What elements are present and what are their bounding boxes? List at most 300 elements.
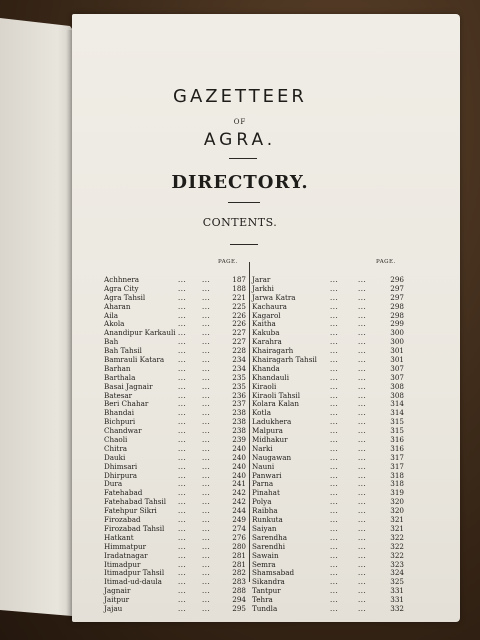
place-name: Kaitha — [252, 319, 276, 329]
place-name: Basai Jagnair — [104, 381, 153, 391]
leader-dots: ... — [178, 382, 187, 391]
page-number: 298 — [390, 310, 404, 320]
leader-dots: ... — [178, 418, 187, 427]
place-name: Itimad-ud-daula — [104, 577, 162, 587]
page-number: 322 — [390, 550, 404, 560]
leader-dots: ... — [202, 524, 211, 533]
leader-dots: ... — [330, 356, 339, 365]
contents-entry — [252, 400, 404, 409]
leader-dots: ... — [330, 542, 339, 551]
page-number: 296 — [390, 275, 404, 284]
page-number: 325 — [390, 577, 404, 587]
leader-dots: ... — [202, 356, 211, 365]
leader-dots: ... — [178, 311, 187, 320]
place-name: Chaoli — [104, 435, 128, 445]
place-name: Shamsabad — [252, 568, 295, 578]
leader-dots: ... — [358, 356, 367, 365]
page-number: 308 — [390, 390, 404, 400]
leader-dots: ... — [358, 302, 367, 311]
place-name: Narki — [252, 443, 273, 453]
leader-dots: ... — [358, 578, 367, 587]
leader-dots: ... — [178, 320, 187, 329]
leader-dots: ... — [178, 604, 187, 613]
gazetteer-title: GAZETTEER — [173, 86, 307, 107]
page-number: 316 — [390, 443, 404, 453]
leader-dots: ... — [202, 364, 211, 373]
leader-dots: ... — [330, 311, 339, 320]
leader-dots: ... — [330, 444, 339, 453]
leader-dots: ... — [202, 418, 211, 427]
place-name: Agra Tahsil — [104, 292, 146, 302]
leader-dots: ... — [178, 480, 187, 489]
leader-dots: ... — [330, 418, 339, 427]
place-name: Firozabad Tahsil — [104, 523, 165, 533]
place-name: Barhan — [104, 363, 131, 373]
leader-dots: ... — [178, 524, 187, 533]
leader-dots: ... — [330, 516, 339, 525]
leader-dots: ... — [358, 480, 367, 489]
page-number: 314 — [390, 399, 404, 409]
agra-title: AGRA. — [203, 130, 277, 150]
leader-dots: ... — [330, 489, 339, 498]
place-name: Agra City — [104, 283, 139, 293]
leader-dots: ... — [202, 596, 211, 605]
leader-dots: ... — [202, 587, 211, 596]
leader-dots: ... — [202, 276, 211, 284]
place-name: Barthala — [104, 372, 136, 382]
page-number: 226 — [232, 319, 246, 329]
page-number: 244 — [232, 506, 246, 516]
leader-dots: ... — [358, 382, 367, 391]
leader-dots: ... — [178, 444, 187, 453]
place-name: Itimadpur — [104, 559, 141, 569]
page-number: 297 — [390, 283, 404, 293]
page-number: 301 — [390, 346, 404, 356]
page-number: 226 — [232, 310, 246, 320]
leader-dots: ... — [358, 293, 367, 302]
leader-dots: ... — [330, 524, 339, 533]
place-name: Khairagarh Tahsil — [252, 355, 317, 365]
leader-dots: ... — [178, 507, 187, 516]
leader-dots: ... — [202, 444, 211, 453]
contents-entry — [104, 445, 246, 454]
leader-dots: ... — [358, 533, 367, 542]
leader-dots: ... — [178, 533, 187, 542]
place-name: Runkuta — [252, 515, 283, 525]
page-number: 319 — [390, 488, 404, 498]
page-number: 236 — [232, 390, 246, 400]
place-name: Itimadpur Tahsil — [104, 568, 165, 578]
page-number: 308 — [390, 381, 404, 391]
leader-dots: ... — [358, 364, 367, 373]
place-name: Beri Chahar — [104, 399, 149, 409]
leader-dots: ... — [178, 373, 187, 382]
leader-dots: ... — [178, 436, 187, 445]
place-name: Aharan — [104, 301, 131, 311]
leader-dots: ... — [358, 489, 367, 498]
leader-dots: ... — [358, 347, 367, 356]
page-number: 321 — [390, 515, 404, 525]
place-name: Bah — [104, 337, 119, 347]
page-number: 295 — [232, 603, 246, 613]
page-number: 238 — [232, 426, 246, 436]
contents-entry — [104, 472, 246, 481]
place-name: Panwari — [252, 470, 282, 480]
contents-rule — [230, 244, 258, 245]
place-name: Khandauli — [252, 372, 290, 382]
leader-dots: ... — [358, 436, 367, 445]
page-number: 324 — [390, 568, 404, 578]
place-name: Kachaura — [252, 301, 287, 311]
place-name: Bah Tahsil — [104, 346, 142, 356]
leader-dots: ... — [202, 329, 211, 338]
leader-dots: ... — [330, 596, 339, 605]
place-name: Hatkant — [104, 532, 134, 542]
leader-dots: ... — [358, 276, 367, 284]
page-number: 298 — [390, 301, 404, 311]
contents-entry — [104, 605, 246, 614]
page-number: 288 — [232, 586, 246, 596]
page-number: 283 — [232, 577, 246, 587]
page-number: 318 — [390, 470, 404, 480]
leader-dots: ... — [178, 347, 187, 356]
page-number: 314 — [390, 408, 404, 418]
leader-dots: ... — [358, 462, 367, 471]
page-number: 300 — [390, 328, 404, 338]
place-name: Dauki — [104, 452, 126, 462]
page-number: 225 — [232, 301, 246, 311]
leader-dots: ... — [178, 498, 187, 507]
leader-dots: ... — [202, 436, 211, 445]
leader-dots: ... — [330, 427, 339, 436]
leader-dots: ... — [178, 551, 187, 560]
leader-dots: ... — [202, 533, 211, 542]
place-name: Jajau — [104, 603, 123, 613]
leader-dots: ... — [330, 320, 339, 329]
contents-entry — [104, 596, 246, 605]
page-number: 281 — [232, 559, 246, 569]
page-column-label-right: PAGE. — [376, 259, 396, 265]
leader-dots: ... — [358, 427, 367, 436]
leader-dots: ... — [330, 276, 339, 284]
place-name: Akola — [104, 319, 125, 329]
page-number: 315 — [390, 417, 404, 427]
leader-dots: ... — [178, 578, 187, 587]
place-name: Tundla — [252, 603, 278, 613]
leader-dots: ... — [202, 542, 211, 551]
leader-dots: ... — [358, 418, 367, 427]
place-name: Dura — [104, 479, 123, 489]
place-name: Jaitpur — [104, 595, 130, 605]
leader-dots: ... — [178, 542, 187, 551]
place-name: Fatehabad Tahsil — [104, 497, 167, 507]
leader-dots: ... — [178, 329, 187, 338]
leader-dots: ... — [178, 284, 187, 293]
page-number: 301 — [390, 355, 404, 365]
page-number: 274 — [232, 523, 246, 533]
page-number: 235 — [232, 381, 246, 391]
place-name: Chandwar — [104, 426, 142, 436]
page-number: 307 — [390, 372, 404, 382]
page-number: 238 — [232, 417, 246, 427]
leader-dots: ... — [358, 560, 367, 569]
leader-dots: ... — [202, 480, 211, 489]
page-number: 240 — [232, 461, 246, 471]
leader-dots: ... — [202, 560, 211, 569]
place-name: Nauni — [252, 461, 275, 471]
leader-dots: ... — [202, 284, 211, 293]
page-number: 240 — [232, 452, 246, 462]
place-name: Aila — [104, 310, 119, 320]
leader-dots: ... — [178, 400, 187, 409]
place-name: Tantpur — [252, 586, 281, 596]
leader-dots: ... — [330, 364, 339, 373]
leader-dots: ... — [330, 507, 339, 516]
leader-dots: ... — [358, 587, 367, 596]
leader-dots: ... — [202, 311, 211, 320]
contents-entry — [252, 454, 404, 463]
leader-dots: ... — [330, 560, 339, 569]
place-name: Midhakur — [252, 435, 288, 445]
place-name: Batesar — [104, 390, 133, 400]
place-name: Kiraoli Tahsil — [252, 390, 301, 400]
leader-dots: ... — [330, 604, 339, 613]
leader-dots: ... — [330, 462, 339, 471]
place-name: Tehra — [252, 595, 273, 605]
leader-dots: ... — [358, 284, 367, 293]
contents-entry — [252, 489, 404, 498]
leader-dots: ... — [330, 551, 339, 560]
leader-dots: ... — [330, 498, 339, 507]
leader-dots: ... — [358, 569, 367, 578]
page-number: 331 — [390, 586, 404, 596]
of-label: OF — [233, 118, 247, 126]
page-number: 332 — [390, 603, 404, 613]
place-name: Parna — [252, 479, 274, 489]
leader-dots: ... — [178, 427, 187, 436]
leader-dots: ... — [330, 480, 339, 489]
page-number: 300 — [390, 337, 404, 347]
leader-dots: ... — [358, 338, 367, 347]
page-number: 242 — [232, 488, 246, 498]
leader-dots: ... — [178, 276, 187, 284]
leader-dots: ... — [202, 578, 211, 587]
place-name: Jagnair — [104, 586, 131, 596]
place-name: Sarendha — [252, 532, 288, 542]
leader-dots: ... — [178, 453, 187, 462]
contents-heading: CONTENTS. — [202, 216, 278, 229]
leader-dots: ... — [178, 560, 187, 569]
leader-dots: ... — [358, 329, 367, 338]
leader-dots: ... — [202, 498, 211, 507]
place-name: Fatehpur Sikri — [104, 506, 157, 516]
page-number: 297 — [390, 292, 404, 302]
leader-dots: ... — [358, 320, 367, 329]
leader-dots: ... — [178, 293, 187, 302]
leader-dots: ... — [330, 338, 339, 347]
leader-dots: ... — [330, 329, 339, 338]
place-name: Polya — [252, 497, 272, 507]
page-number: 188 — [232, 283, 246, 293]
directory-heading: DIRECTORY. — [171, 172, 309, 193]
place-name: Dhirpura — [104, 470, 138, 480]
leader-dots: ... — [202, 338, 211, 347]
leader-dots: ... — [178, 587, 187, 596]
page-number: 331 — [390, 595, 404, 605]
leader-dots: ... — [202, 471, 211, 480]
leader-dots: ... — [202, 516, 211, 525]
leader-dots: ... — [358, 311, 367, 320]
leader-dots: ... — [358, 409, 367, 418]
leader-dots: ... — [178, 596, 187, 605]
place-name: Malpura — [252, 426, 283, 436]
contents-entry — [104, 303, 246, 312]
leader-dots: ... — [330, 293, 339, 302]
leader-dots: ... — [202, 391, 211, 400]
leader-dots: ... — [178, 409, 187, 418]
page-number: 281 — [232, 550, 246, 560]
page-number: 239 — [232, 435, 246, 445]
leader-dots: ... — [178, 391, 187, 400]
place-name: Khairagarh — [252, 346, 294, 356]
contents-entry — [252, 605, 404, 614]
leader-dots: ... — [178, 516, 187, 525]
leader-dots: ... — [178, 302, 187, 311]
place-name: Naugawan — [252, 452, 292, 462]
leader-dots: ... — [358, 596, 367, 605]
leader-dots: ... — [330, 347, 339, 356]
page-number: 317 — [390, 461, 404, 471]
place-name: Raibha — [252, 506, 278, 516]
leader-dots: ... — [202, 320, 211, 329]
leader-dots: ... — [178, 489, 187, 498]
page-number: 240 — [232, 470, 246, 480]
page-number: 318 — [390, 479, 404, 489]
leader-dots: ... — [358, 373, 367, 382]
place-name: Ladukhera — [252, 417, 292, 427]
leader-dots: ... — [330, 302, 339, 311]
leader-dots: ... — [178, 364, 187, 373]
page-number: 280 — [232, 541, 246, 551]
contents-list-right — [252, 276, 404, 614]
leader-dots: ... — [330, 533, 339, 542]
place-name: Khanda — [252, 363, 280, 373]
page-number: 276 — [232, 532, 246, 542]
page-number: 320 — [390, 506, 404, 516]
page-column-label-left: PAGE. — [218, 259, 238, 265]
page-number: 221 — [232, 292, 246, 302]
leader-dots: ... — [330, 578, 339, 587]
leader-dots: ... — [330, 569, 339, 578]
page-number: 294 — [232, 595, 246, 605]
title-rule — [229, 158, 257, 159]
page-number: 234 — [232, 363, 246, 373]
directory-rule — [228, 202, 260, 203]
leader-dots: ... — [358, 604, 367, 613]
page-number: 249 — [232, 515, 246, 525]
leader-dots: ... — [202, 382, 211, 391]
contents-entry — [252, 436, 404, 445]
page-number: 237 — [232, 399, 246, 409]
leader-dots: ... — [202, 569, 211, 578]
place-name: Kolara Kalan — [252, 399, 299, 409]
leader-dots: ... — [202, 293, 211, 302]
leader-dots: ... — [358, 444, 367, 453]
place-name: Sarendhi — [252, 541, 286, 551]
place-name: Saiyan — [252, 523, 277, 533]
leader-dots: ... — [330, 284, 339, 293]
leader-dots: ... — [202, 462, 211, 471]
leader-dots: ... — [330, 382, 339, 391]
leader-dots: ... — [178, 338, 187, 347]
leader-dots: ... — [358, 524, 367, 533]
page-number: 320 — [390, 497, 404, 507]
leader-dots: ... — [202, 400, 211, 409]
leader-dots: ... — [178, 471, 187, 480]
page-number: 321 — [390, 523, 404, 533]
place-name: Kakuba — [252, 328, 280, 338]
leader-dots: ... — [202, 507, 211, 516]
contents-entry — [104, 329, 246, 338]
page-number: 235 — [232, 372, 246, 382]
contents-entry — [252, 587, 404, 596]
contents-entry — [252, 276, 404, 285]
place-name: Bhandai — [104, 408, 135, 418]
leader-dots: ... — [330, 373, 339, 382]
place-name: Kagarol — [252, 310, 281, 320]
place-name: Jarar — [252, 275, 271, 284]
page-number: 228 — [232, 346, 246, 356]
place-name: Achhnera — [104, 275, 140, 284]
leader-dots: ... — [202, 604, 211, 613]
page-number: 322 — [390, 532, 404, 542]
contents-entry — [104, 312, 246, 321]
page-number: 299 — [390, 319, 404, 329]
contents-list-left — [104, 276, 246, 614]
leader-dots: ... — [202, 489, 211, 498]
leader-dots: ... — [358, 507, 367, 516]
leader-dots: ... — [330, 587, 339, 596]
page-number: 187 — [232, 275, 246, 284]
leader-dots: ... — [358, 391, 367, 400]
leader-dots: ... — [178, 569, 187, 578]
leader-dots: ... — [358, 551, 367, 560]
leader-dots: ... — [330, 409, 339, 418]
page-number: 323 — [390, 559, 404, 569]
place-name: Karahra — [252, 337, 282, 347]
page-number: 307 — [390, 363, 404, 373]
leader-dots: ... — [178, 462, 187, 471]
place-name: Kiraoli — [252, 381, 277, 391]
place-name: Sikandra — [252, 577, 285, 587]
page-number: 242 — [232, 497, 246, 507]
leader-dots: ... — [358, 400, 367, 409]
place-name: Bamrauli Katara — [104, 355, 165, 365]
place-name: Jarkhi — [252, 283, 274, 293]
leader-dots: ... — [330, 400, 339, 409]
leader-dots: ... — [178, 356, 187, 365]
page-number: 227 — [232, 337, 246, 347]
place-name: Firozabad — [104, 515, 141, 525]
place-name: Dhimsari — [104, 461, 138, 471]
leader-dots: ... — [330, 471, 339, 480]
leader-dots: ... — [358, 471, 367, 480]
page-number: 241 — [232, 479, 246, 489]
leader-dots: ... — [330, 453, 339, 462]
leader-dots: ... — [202, 409, 211, 418]
place-name: Chitra — [104, 443, 128, 453]
page-number: 240 — [232, 443, 246, 453]
